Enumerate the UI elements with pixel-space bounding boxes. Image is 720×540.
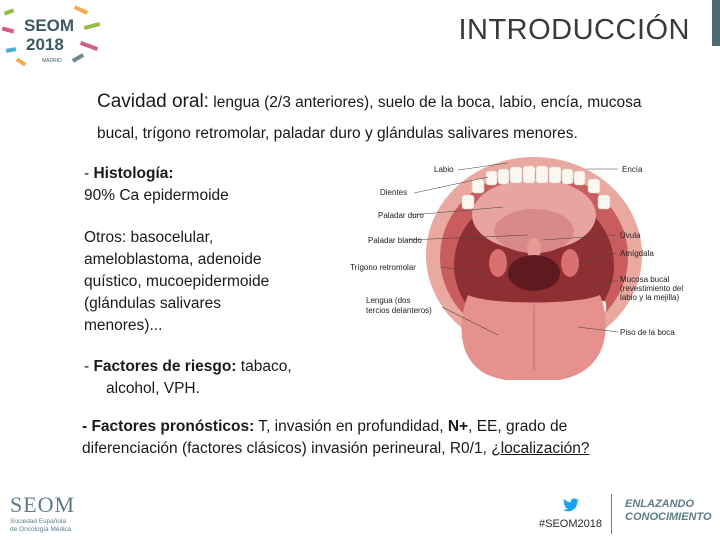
label-piso-boca: Piso de la boca: [620, 328, 675, 337]
label-mucosa: Mucosa bucal: [620, 275, 670, 284]
label-encia: Encía: [622, 165, 643, 174]
histologia-label: Histología:: [93, 165, 174, 182]
cavidad-oral-paragraph: [97, 91, 697, 145]
seom-sub1: Sociedad Española: [10, 518, 67, 525]
hashtag-text: #SEOM2018: [539, 518, 602, 530]
logo-text: SEOM: [24, 16, 75, 35]
label-dientes: Dientes: [380, 188, 408, 197]
title-accent-bar: [712, 0, 720, 46]
label-mucosa-3: labio y la mejilla): [620, 293, 680, 302]
slogan-line1: ENLAZANDO: [625, 498, 695, 510]
riesgo-block: [84, 356, 324, 400]
slogan-line2: CONOCIMIENTO: [625, 511, 712, 523]
label-labio: Labio: [434, 165, 454, 174]
pronosticos-text1: T, invasión en profundidad,: [254, 418, 448, 435]
seom-sub2: de Oncología Médica: [10, 526, 72, 533]
twitter-bird-icon: [563, 498, 579, 512]
logo-city: MADRID: [42, 58, 62, 64]
riesgo-dash: -: [84, 358, 94, 375]
cavidad-line1: lengua (2/3 anteriores), suelo de la boca, labio, encía, mucosa: [208, 94, 642, 111]
seom-2018-logo: [2, 4, 106, 72]
oral-cavity-illustration: [338, 155, 710, 380]
footer-divider: [611, 494, 612, 534]
pronosticos-localizacion: ¿localización?: [491, 440, 590, 457]
seom-footer-logo: [10, 492, 75, 534]
pronosticos-block: [82, 416, 642, 460]
label-paladar-blando: Paladar blando: [368, 236, 422, 245]
histologia-block: [84, 163, 334, 207]
label-trigono: Trígono retromolar: [350, 263, 416, 272]
histologia-value: 90% Ca epidermoide: [84, 187, 229, 204]
label-paladar-duro: Paladar duro: [378, 211, 424, 220]
cavidad-lead: Cavidad oral:: [97, 91, 209, 112]
pronosticos-bold: N+: [447, 418, 469, 435]
label-amigdala: Amígdala: [620, 249, 654, 258]
logo-year: 2018: [26, 35, 64, 54]
slide-title: INTRODUCCIÓN: [458, 14, 690, 46]
histologia-dash: -: [84, 165, 94, 182]
slogan: [625, 498, 712, 524]
otros-block: Otros: basocelular, ameloblastoma, adenoide quístico, mucoepidermoide (glándulas salivares menores)...: [84, 229, 270, 334]
riesgo-value1: tabaco,: [236, 358, 292, 375]
pronosticos-label: - Factores pronósticos:: [82, 418, 255, 435]
cavidad-line2: bucal, trígono retromolar, paladar duro y glándulas salivares menores.: [97, 125, 578, 142]
label-uvula: Úvula: [620, 231, 641, 240]
riesgo-value2: alcohol, VPH.: [106, 380, 200, 397]
label-lengua: Lengua (dos: [366, 296, 411, 305]
pronosticos-text2: , EE, grado de diferenciación (factores clásicos) invasión perineural, R0/1,: [82, 418, 568, 457]
riesgo-label: Factores de riesgo:: [93, 358, 237, 375]
seom-word: SEOM: [10, 492, 76, 517]
label-lengua-2: tercios delanteros): [366, 306, 432, 315]
label-mucosa-2: (revestimiento del: [620, 284, 684, 293]
